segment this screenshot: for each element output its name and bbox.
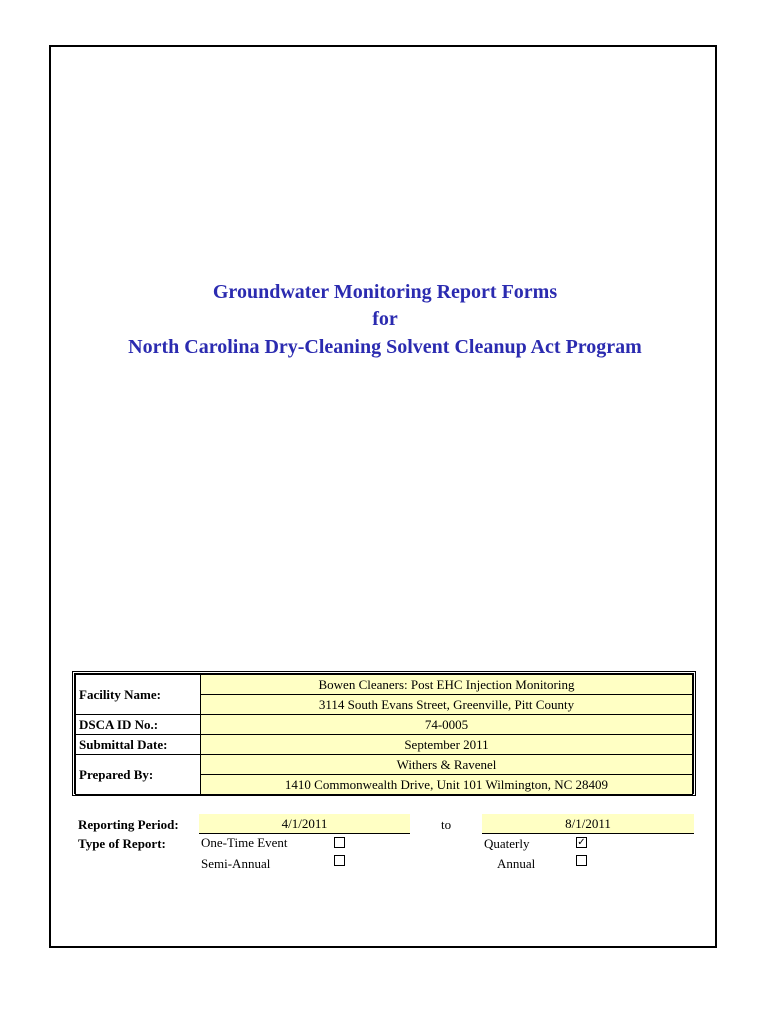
- quarterly-checkbox[interactable]: [576, 837, 587, 848]
- type-of-report-label: Type of Report:: [78, 836, 166, 851]
- prepared-by-label: Prepared By:: [76, 755, 201, 795]
- reporting-period-start-field[interactable]: 4/1/2011: [199, 814, 410, 834]
- dsca-id-label: DSCA ID No.:: [76, 715, 201, 735]
- quarterly-label: Quaterly: [484, 836, 530, 851]
- facility-name-field[interactable]: Bowen Cleaners: Post EHC Injection Monitoring: [201, 675, 693, 695]
- prepared-by-field[interactable]: Withers & Ravenel: [201, 755, 693, 775]
- page-border: [49, 45, 717, 948]
- semi-annual-checkbox[interactable]: [334, 855, 345, 866]
- facility-name-label: Facility Name:: [76, 675, 201, 715]
- submittal-date-field[interactable]: September 2011: [201, 735, 693, 755]
- reporting-period-label: Reporting Period:: [78, 817, 179, 832]
- document-title-for: for: [372, 308, 398, 330]
- document-title: Groundwater Monitoring Report Forms: [212, 281, 558, 303]
- submittal-date-label: Submittal Date:: [76, 735, 201, 755]
- one-time-event-label: One-Time Event: [201, 835, 288, 850]
- facility-address-field[interactable]: 3114 South Evans Street, Greenville, Pitt County: [201, 695, 693, 715]
- one-time-event-checkbox[interactable]: [334, 837, 345, 848]
- reporting-period-to-label: to: [441, 817, 452, 832]
- checkmark-icon: ✓: [577, 837, 586, 848]
- dsca-id-field[interactable]: 74-0005: [201, 715, 693, 735]
- facility-info-table: [72, 671, 696, 796]
- document-subtitle: North Carolina Dry-Cleaning Solvent Cleanup Act Program: [128, 336, 642, 358]
- prepared-by-address-field[interactable]: 1410 Commonwealth Drive, Unit 101 Wilmington, NC 28409: [201, 775, 693, 795]
- annual-checkbox[interactable]: [576, 855, 587, 866]
- semi-annual-label: Semi-Annual: [201, 856, 271, 871]
- reporting-period-end-field[interactable]: 8/1/2011: [482, 814, 694, 834]
- annual-label: Annual: [497, 856, 536, 871]
